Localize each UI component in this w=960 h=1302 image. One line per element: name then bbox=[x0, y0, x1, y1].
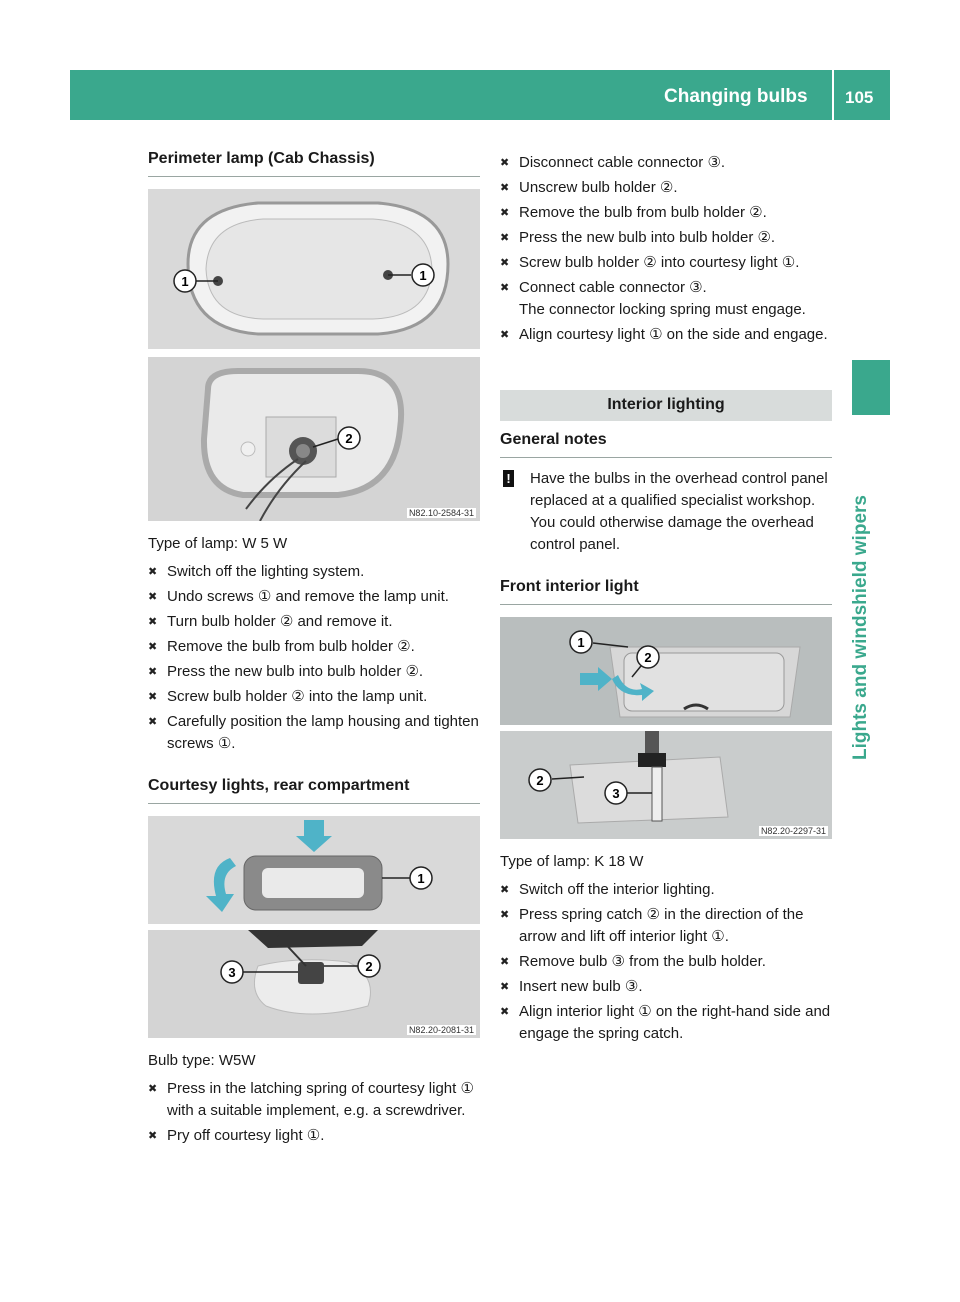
perimeter-lamp-type: Type of lamp: W 5 W bbox=[148, 535, 288, 552]
perimeter-figure bbox=[148, 189, 480, 521]
warning-text: Have the bulbs in the overhead control panel replaced at a qualified specialist workshop. You could otherwise damage the overhead control panel. bbox=[530, 470, 828, 553]
perimeter-figure-code: N82.10-2584-31 bbox=[408, 508, 474, 518]
side-tab-marker bbox=[852, 360, 890, 415]
perimeter-step: ✖ Turn bulb holder ② and remove it. bbox=[148, 611, 480, 633]
courtesy-step: ✖ Press the new bulb into bulb holder ②. bbox=[500, 227, 832, 249]
callout-2: 2 bbox=[644, 650, 652, 665]
courtesy-step: ✖ Align courtesy light ① on the side and engage. bbox=[500, 324, 832, 346]
header-separator bbox=[832, 70, 834, 120]
front-lamp-type: Type of lamp: K 18 W bbox=[500, 853, 644, 870]
perimeter-step: ✖ Carefully position the lamp housing and tighten screws ①. bbox=[148, 711, 480, 755]
perimeter-heading: Perimeter lamp (Cab Chassis) bbox=[148, 150, 480, 177]
callout-3: 3 bbox=[228, 965, 236, 980]
courtesy-step: ✖ Pry off courtesy light ①. bbox=[148, 1125, 480, 1147]
callout-1-right: 1 bbox=[419, 268, 427, 283]
front-step: ✖ Remove bulb ③ from the bulb holder. bbox=[500, 951, 832, 973]
interior-lighting-heading: Interior lighting bbox=[500, 390, 832, 421]
courtesy-step: ✖ Remove the bulb from bulb holder ②. bbox=[500, 202, 832, 224]
front-interior-figure-code: N82.20-2297-31 bbox=[760, 826, 826, 836]
general-notes-heading: General notes bbox=[500, 431, 832, 458]
perimeter-step: ✖ Press the new bulb into bulb holder ②. bbox=[148, 661, 480, 683]
perimeter-step: ✖ Switch off the lighting system. bbox=[148, 561, 480, 583]
perimeter-step: ✖ Screw bulb holder ② into the lamp unit. bbox=[148, 686, 480, 708]
perimeter-step: ✖ Undo screws ① and remove the lamp unit. bbox=[148, 586, 480, 608]
front-interior-heading: Front interior light bbox=[500, 578, 832, 605]
courtesy-illustration bbox=[148, 816, 480, 1038]
courtesy-figure bbox=[148, 816, 480, 1038]
courtesy-figure-code: N82.20-2081-31 bbox=[408, 1025, 474, 1035]
front-interior-steps bbox=[500, 879, 832, 1045]
courtesy-step: ✖ Connect cable connector ③. The connector locking spring must engage. bbox=[500, 277, 832, 321]
callout-1: 1 bbox=[577, 635, 585, 650]
perimeter-steps bbox=[148, 561, 480, 755]
callout-1: 1 bbox=[417, 871, 425, 886]
callout-2-lower: 2 bbox=[536, 773, 544, 788]
right-column bbox=[500, 152, 832, 1048]
front-step: ✖ Insert new bulb ③. bbox=[500, 976, 832, 998]
courtesy-step: ✖ Screw bulb holder ② into courtesy light ①. bbox=[500, 252, 832, 274]
perimeter-step: ✖ Remove the bulb from bulb holder ②. bbox=[148, 636, 480, 658]
page-number: 105 bbox=[845, 88, 874, 107]
warning-note bbox=[500, 468, 832, 556]
front-step: ✖ Switch off the interior lighting. bbox=[500, 879, 832, 901]
front-interior-figure bbox=[500, 617, 832, 839]
callout-3: 3 bbox=[612, 786, 620, 801]
courtesy-steps-continued bbox=[500, 152, 832, 346]
perimeter-illustration bbox=[148, 189, 480, 521]
courtesy-step: ✖ Press in the latching spring of courtesy light ① with a suitable implement, e.g. a screwdriver. bbox=[148, 1078, 480, 1122]
warning-icon: ! bbox=[503, 470, 514, 487]
front-step: ✖ Press spring catch ② in the direction of the arrow and lift off interior light ①. bbox=[500, 904, 832, 948]
callout-1-left: 1 bbox=[181, 274, 189, 289]
left-column bbox=[148, 150, 480, 1150]
callout-2: 2 bbox=[365, 959, 373, 974]
courtesy-step: ✖ Unscrew bulb holder ②. bbox=[500, 177, 832, 199]
front-step: ✖ Align interior light ① on the right-hand side and engage the spring catch. bbox=[500, 1001, 832, 1045]
courtesy-step: ✖ Disconnect cable connector ③. bbox=[500, 152, 832, 174]
courtesy-steps bbox=[148, 1078, 480, 1147]
header-title: Changing bulbs bbox=[664, 86, 808, 107]
side-tab-label: Lights and windshield wipers bbox=[850, 495, 871, 760]
callout-2: 2 bbox=[345, 431, 353, 446]
courtesy-bulb-type: Bulb type: W5W bbox=[148, 1052, 256, 1069]
front-interior-illustration bbox=[500, 617, 832, 839]
courtesy-heading: Courtesy lights, rear compartment bbox=[148, 777, 480, 804]
